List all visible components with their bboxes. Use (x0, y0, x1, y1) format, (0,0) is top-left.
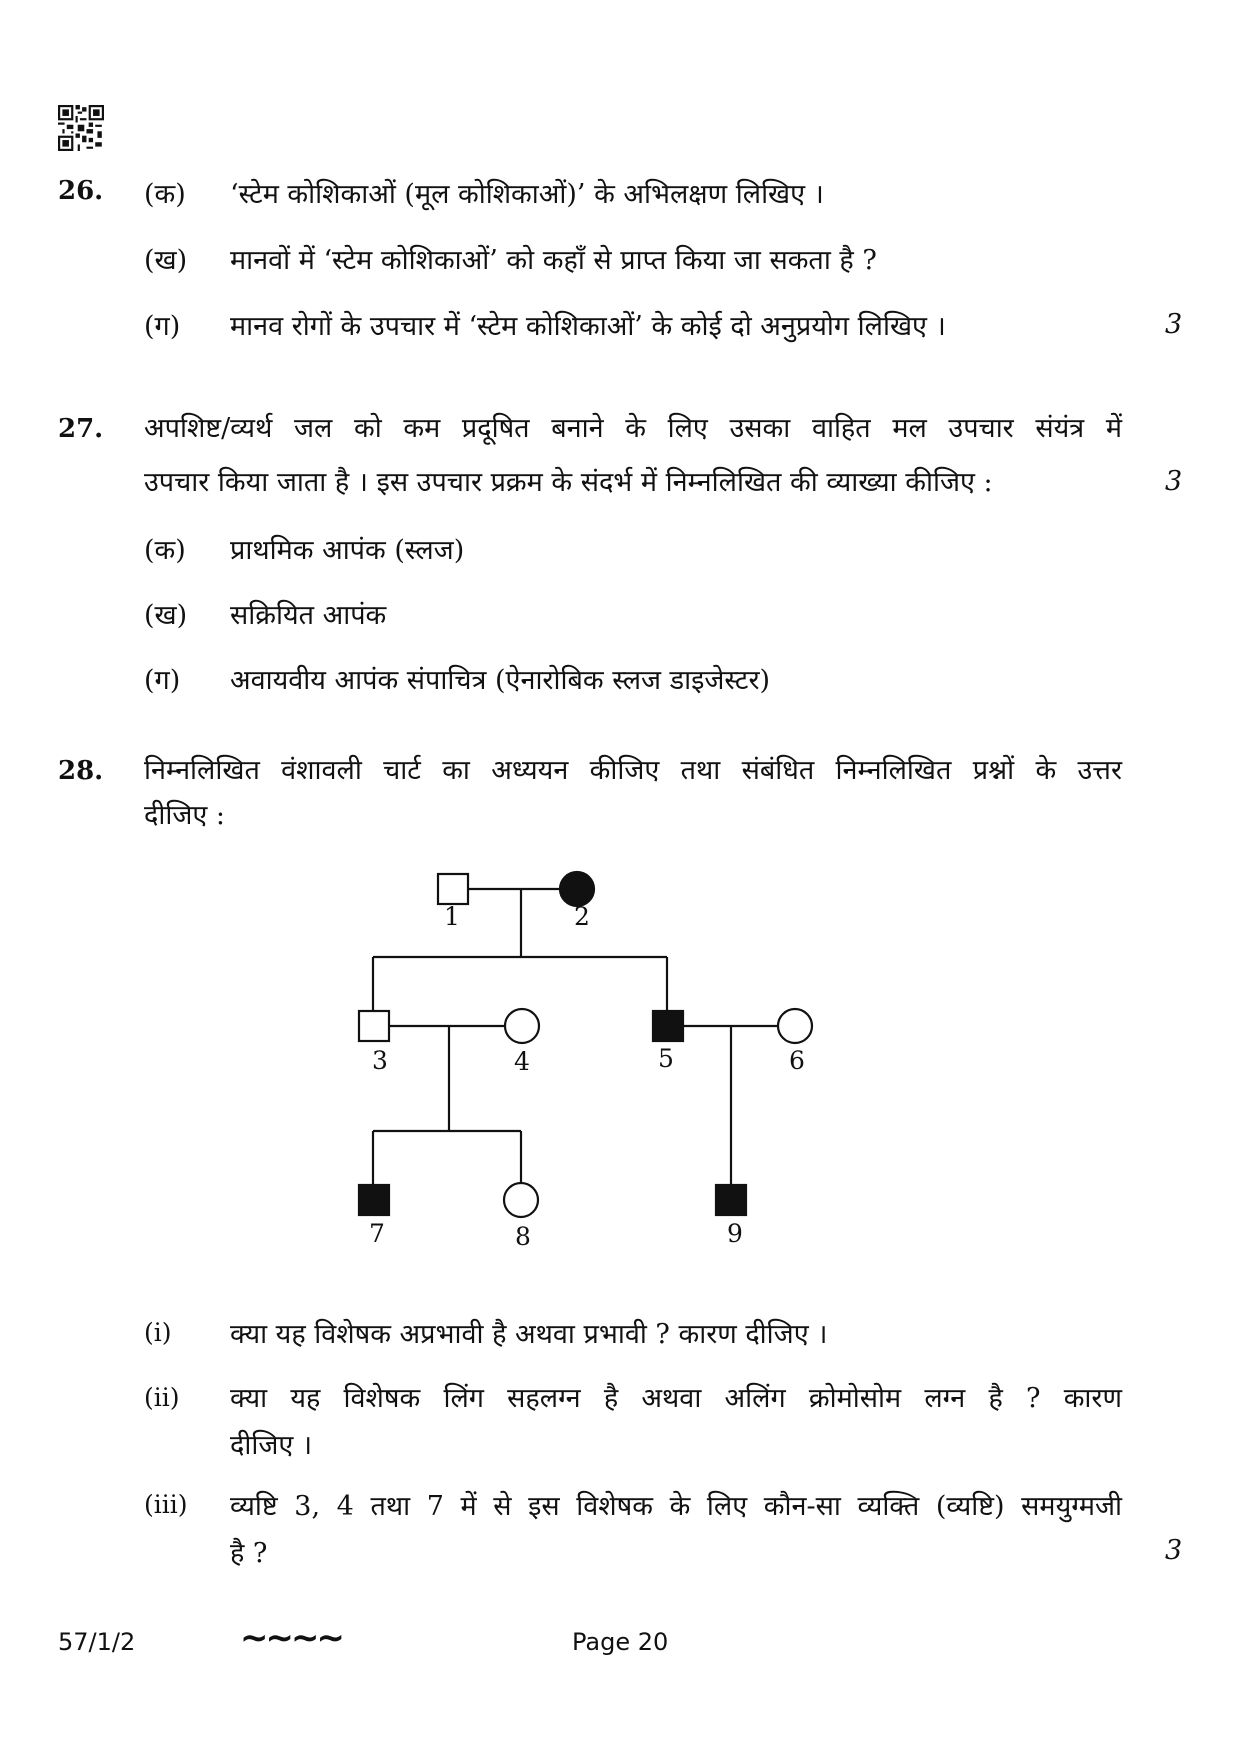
unaffected-female (505, 1009, 539, 1043)
subpart-text: मानवों में ‘स्टेम कोशिकाओं’ को कहाँ से प्राप्त किया जा सकता है ? (230, 245, 877, 276)
affected-female (560, 872, 594, 906)
question-text: दीजिए : (144, 800, 225, 831)
question-number: 26. (58, 176, 104, 206)
subquestion-label: (ii) (144, 1383, 180, 1412)
individual-label: 2 (574, 902, 590, 931)
unaffected-female (504, 1183, 538, 1217)
subquestion-text: क्या यह विशेषक अप्रभावी है अथवा प्रभावी ? कारण दीजिए । (230, 1319, 828, 1350)
individual-label: 1 (444, 902, 460, 931)
subquestion-text: व्यष्टि 3, 4 तथा 7 में से इस विशेषक के लिए कौन-सा व्यक्ति (व्यष्टि) समयुग्मजी (230, 1491, 1122, 1522)
subquestion-text: दीजिए । (230, 1430, 313, 1461)
individual-label: 6 (789, 1046, 805, 1075)
individual-label: 3 (372, 1046, 388, 1075)
marks: 3 (1165, 466, 1183, 497)
question-text: उपचार किया जाता है । इस उपचार प्रक्रम के संदर्भ में निम्नलिखित की व्याख्या कीजिए : (144, 467, 993, 498)
subpart-text: अवायवीय आपंक संपाचित्र (ऐनारोबिक स्लज डाइजेस्टर) (230, 665, 771, 696)
individual-label: 5 (658, 1044, 674, 1073)
subquestion-label: (iii) (144, 1490, 188, 1519)
individual-label: 9 (727, 1219, 743, 1248)
question-text: अपशिष्ट/व्यर्थ जल को कम प्रदूषित बनाने के लिए उसका वाहित मल उपचार संयंत्र में (144, 413, 1122, 444)
subquestion-text: क्या यह विशेषक लिंग सहलग्न है अथवा अलिंग क्रोमोसोम लग्न है ? कारण (230, 1383, 1122, 1414)
ornament: ∼∼∼∼ (240, 1618, 342, 1658)
individual-label: 7 (369, 1219, 385, 1248)
individual-label: 8 (515, 1222, 531, 1251)
marks: 3 (1165, 1535, 1183, 1566)
subpart-label: (ख) (144, 245, 188, 276)
subpart-label: (ख) (144, 600, 188, 631)
marks: 3 (1165, 309, 1183, 340)
subpart-label: (क) (144, 179, 186, 210)
subquestion-label: (i) (144, 1318, 172, 1347)
affected-male (359, 1185, 389, 1215)
subpart-label: (ग) (144, 311, 181, 342)
subpart-text: प्राथमिक आपंक (स्लज) (230, 535, 465, 566)
subquestion-text: है ? (230, 1538, 268, 1569)
subpart-text: सक्रियित आपंक (230, 600, 387, 631)
subpart-text: ‘स्टेम कोशिकाओं (मूल कोशिकाओं)’ के अभिलक्षण लिखिए । (230, 179, 824, 210)
unaffected-male (438, 874, 468, 904)
question-text: निम्नलिखित वंशावली चार्ट का अध्ययन कीजिए तथा संबंधित निम्नलिखित प्रश्नों के उत्तर (144, 755, 1122, 786)
question-number: 28. (58, 756, 104, 786)
unaffected-female (778, 1009, 812, 1043)
subpart-text: मानव रोगों के उपचार में ‘स्टेम कोशिकाओं’ के कोई दो अनुप्रयोग लिखिए । (230, 311, 946, 342)
question-number: 27. (58, 414, 104, 444)
individual-label: 4 (514, 1047, 530, 1076)
page-number: Page 20 (572, 1628, 669, 1656)
subpart-label: (क) (144, 535, 186, 566)
subpart-label: (ग) (144, 665, 181, 696)
affected-male (653, 1011, 683, 1041)
unaffected-male (359, 1011, 389, 1041)
paper-code: 57/1/2 (58, 1628, 136, 1656)
affected-male (716, 1185, 746, 1215)
